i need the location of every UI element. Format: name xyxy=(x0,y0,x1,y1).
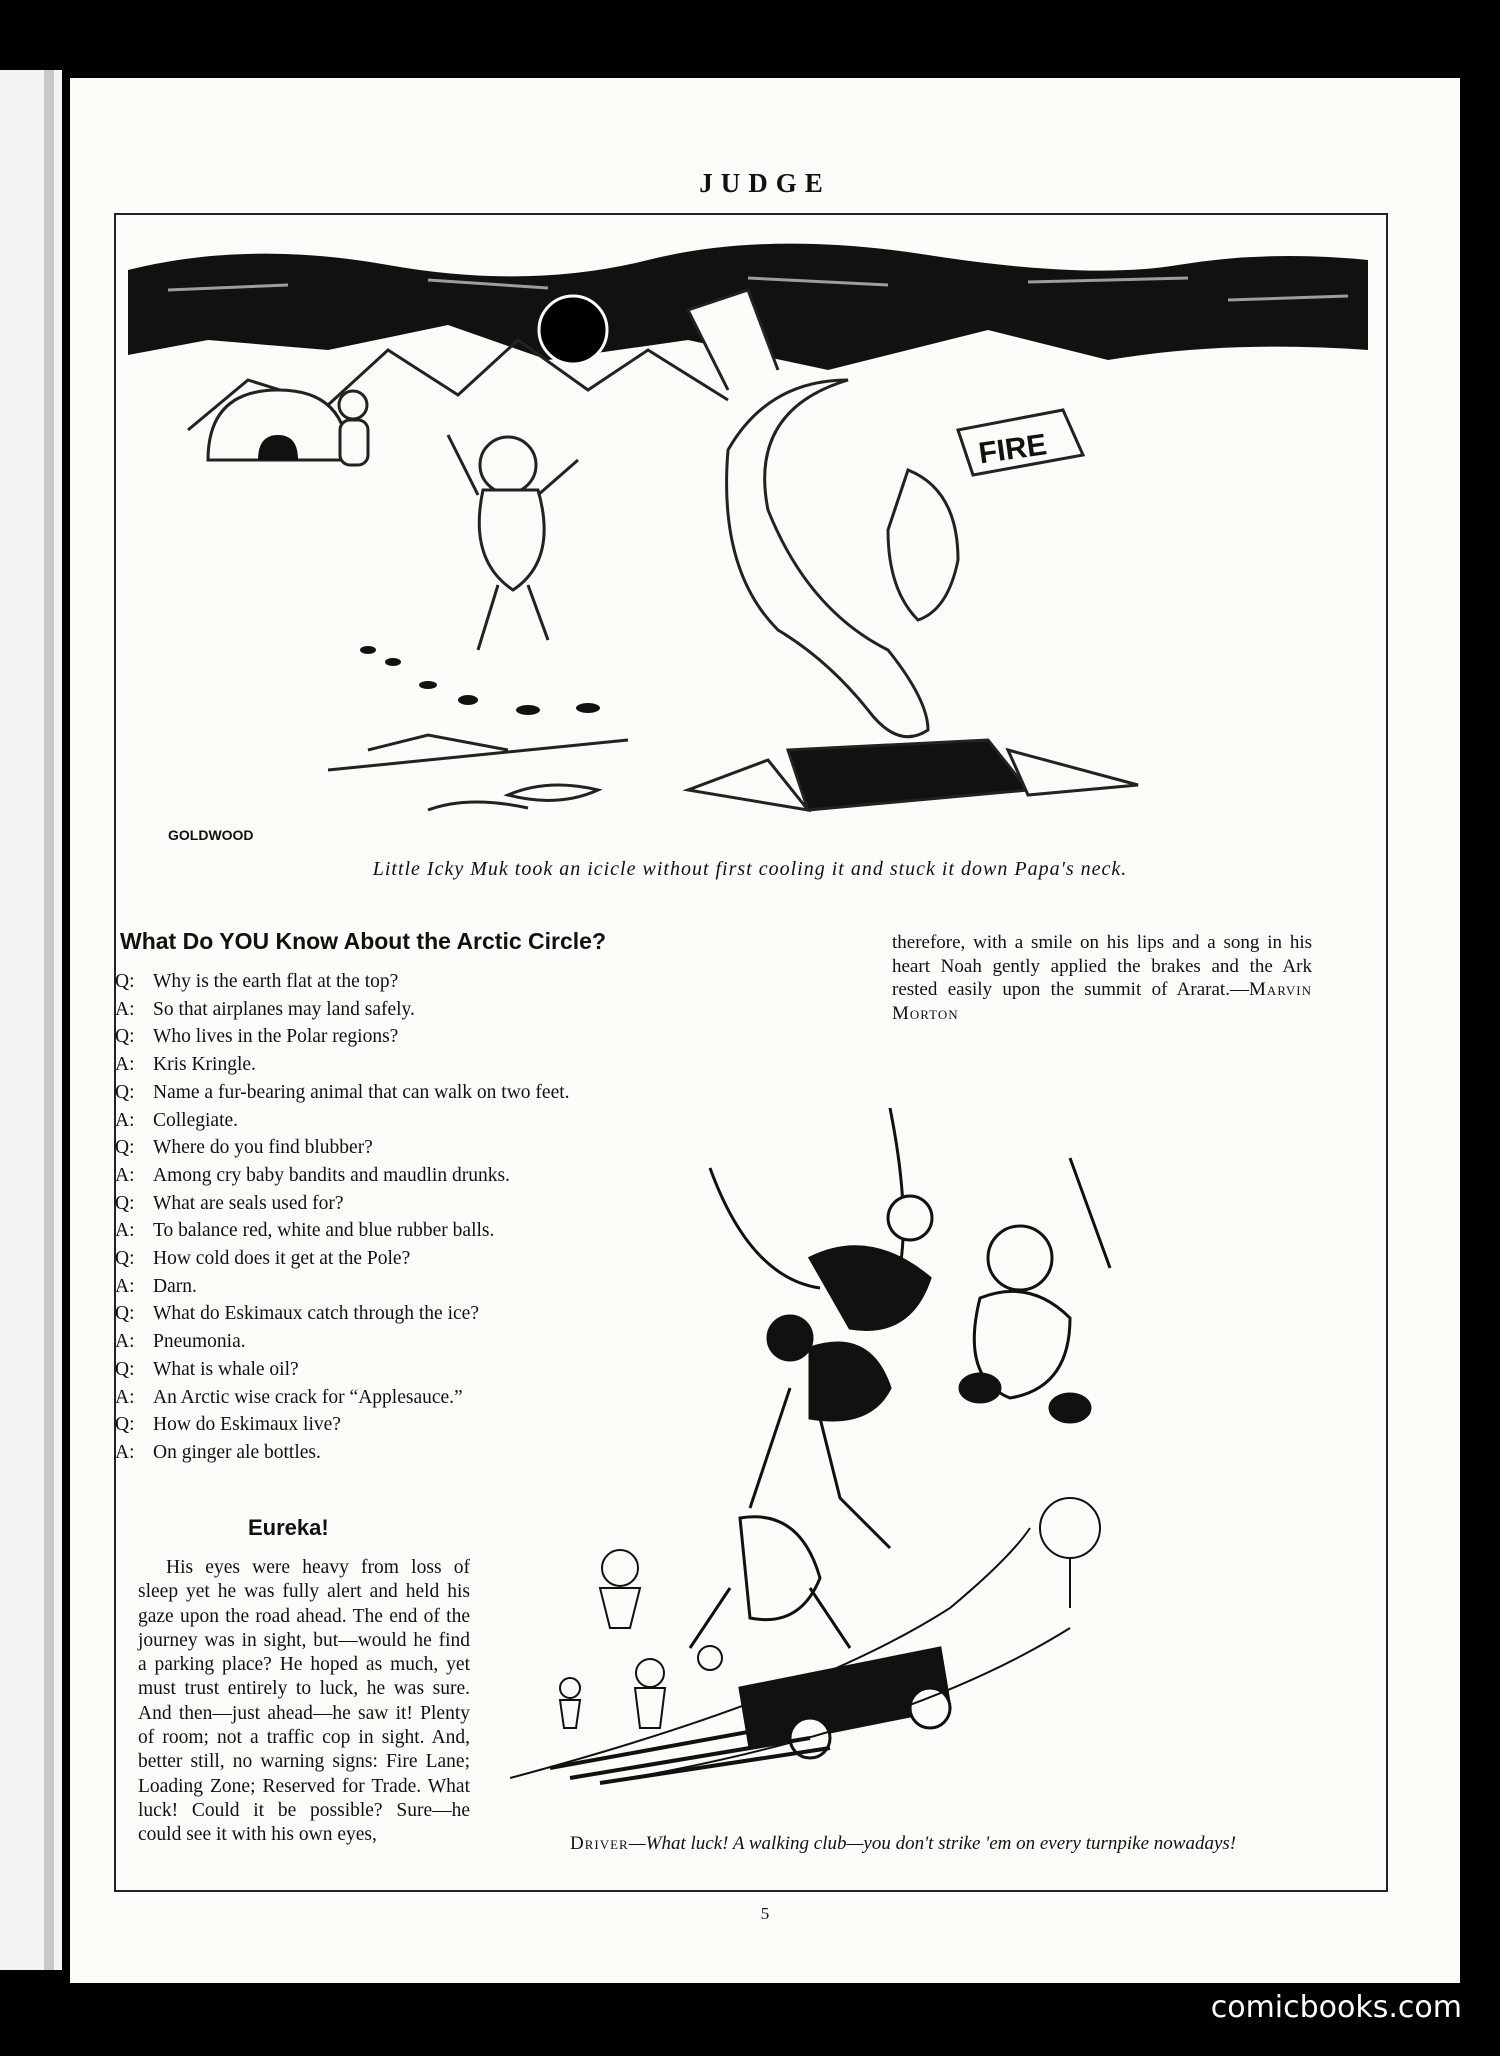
quiz-line-text: On ginger ale bottles. xyxy=(153,1441,321,1463)
quiz-heading: What Do YOU Know About the Arctic Circle? xyxy=(120,928,606,954)
quiz-line-text: Among cry baby bandits and maudlin drunks. xyxy=(153,1164,510,1186)
roadside-tree xyxy=(1040,1498,1100,1608)
eureka-continuation-text: therefore, with a smile on his lips and a song in his heart Noah gently applied the brakes and the Ark rested easily upon the summit of Ararat.— xyxy=(892,932,1312,1000)
ice-hole xyxy=(688,740,1138,810)
tumbling-girl xyxy=(750,1316,890,1548)
walking-club-caption xyxy=(570,1831,1330,1856)
quiz-line-text: Pneumonia. xyxy=(153,1331,246,1353)
quiz-line-label: A: xyxy=(115,1275,135,1297)
quiz-line-text: How do Eskimaux live? xyxy=(153,1414,341,1436)
quiz-line-label: Q: xyxy=(115,1192,135,1214)
midnight-sun xyxy=(539,296,607,364)
eureka-heading: Eureka! xyxy=(248,1515,329,1540)
quiz-line-label: Q: xyxy=(115,971,135,992)
flying-boy xyxy=(960,1158,1110,1422)
eureka-author: Marvin Morton xyxy=(892,979,1312,1024)
caption-speaker: Driver xyxy=(570,1833,629,1854)
mother-figure xyxy=(339,391,368,465)
quiz-line-text: Name a fur-bearing animal that can walk on two feet. xyxy=(153,1081,570,1103)
quiz-line-label: A: xyxy=(115,1164,135,1186)
walking-club-cartoon xyxy=(510,1088,1360,1788)
quiz-line-text: So that airplanes may land safely. xyxy=(153,998,415,1020)
quiz-line xyxy=(115,1023,695,1051)
flying-woman xyxy=(710,1108,932,1329)
quiz-line-text: Who lives in the Polar regions? xyxy=(153,1026,399,1048)
old-man xyxy=(690,1517,850,1648)
quiz-line-label: Q: xyxy=(115,1414,135,1436)
page-number: 5 xyxy=(760,1904,770,1923)
quiz-line-text: Collegiate. xyxy=(153,1109,239,1131)
quiz-line-text: Darn. xyxy=(153,1275,197,1297)
fire-sign xyxy=(958,410,1083,475)
fire-sign-text: FIRE xyxy=(976,428,1049,471)
quiz-line-label: Q: xyxy=(115,1358,135,1380)
quiz-line xyxy=(115,996,695,1024)
quiz-line xyxy=(115,1051,695,1079)
quiz-line-label: Q: xyxy=(115,1303,135,1325)
quiz-line-text: Where do you find blubber? xyxy=(153,1137,373,1159)
cartoon-caption: Little Icky Muk took an icicle without first cooling it and stuck it down Papa's neck. xyxy=(372,858,1128,880)
scan-edge-shadow xyxy=(44,70,54,1970)
quiz-line-text: To balance red, white and blue rubber balls. xyxy=(153,1220,495,1242)
quiz-line xyxy=(115,968,695,996)
quiz-line-text: How cold does it get at the Pole? xyxy=(153,1248,411,1270)
quiz-line-label: A: xyxy=(115,1386,135,1408)
quiz-line-label: A: xyxy=(115,1109,135,1131)
quiz-line-label: A: xyxy=(115,1331,135,1353)
quiz-line-label: A: xyxy=(115,1220,135,1242)
caption-quote: —What luck! A walking club—you don't strike 'em on every turnpike nowadays! xyxy=(628,1833,1237,1854)
quiz-line-label: Q: xyxy=(115,1137,135,1159)
artist-signature: GOLDWOOD xyxy=(168,827,254,843)
quiz-line-label: Q: xyxy=(115,1248,135,1270)
eureka-continuation xyxy=(892,931,1312,1025)
quiz-line-label: Q: xyxy=(115,1026,135,1048)
quiz-line-label: A: xyxy=(115,998,135,1020)
quiz-line-text: What do Eskimaux catch through the ice? xyxy=(153,1303,479,1325)
site-watermark: comicbooks.com xyxy=(1210,1990,1462,2025)
quiz-line-text: Why is the earth flat at the top? xyxy=(153,971,399,992)
quiz-line-text: An Arctic wise crack for “Applesauce.” xyxy=(153,1386,463,1408)
eureka-body: His eyes were heavy from loss of sleep yet he was fully alert and held his gaze upon the road ahead. The end of the journey was in sight, but—would he find a parking place? He hoped as much, yet must trust entirely to luck, he was sure. And then—just ahead—he saw it! Plenty of room; not a traffic cop in sight. And, better still, no warning signs: Fire Lane; Loading Zone; Reserved for Trade. What luck! Could it be possible? Sure—he could see it with his own eyes, xyxy=(138,1557,470,1846)
child-figure xyxy=(448,435,578,650)
magazine-page xyxy=(70,78,1460,1983)
quiz-line-text: Kris Kringle. xyxy=(153,1054,256,1076)
arctic-cartoon xyxy=(128,230,1368,852)
quiz-line-text: What are seals used for? xyxy=(153,1192,344,1214)
harpoon-and-fish xyxy=(328,735,628,810)
magazine-title: JUDGE xyxy=(699,168,831,198)
quiz-line-label: A: xyxy=(115,1441,135,1463)
quiz-line-label: A: xyxy=(115,1054,135,1076)
footprints xyxy=(360,646,600,715)
quiz-line-label: Q: xyxy=(115,1081,135,1103)
quiz-line-text: What is whale oil? xyxy=(153,1358,299,1380)
